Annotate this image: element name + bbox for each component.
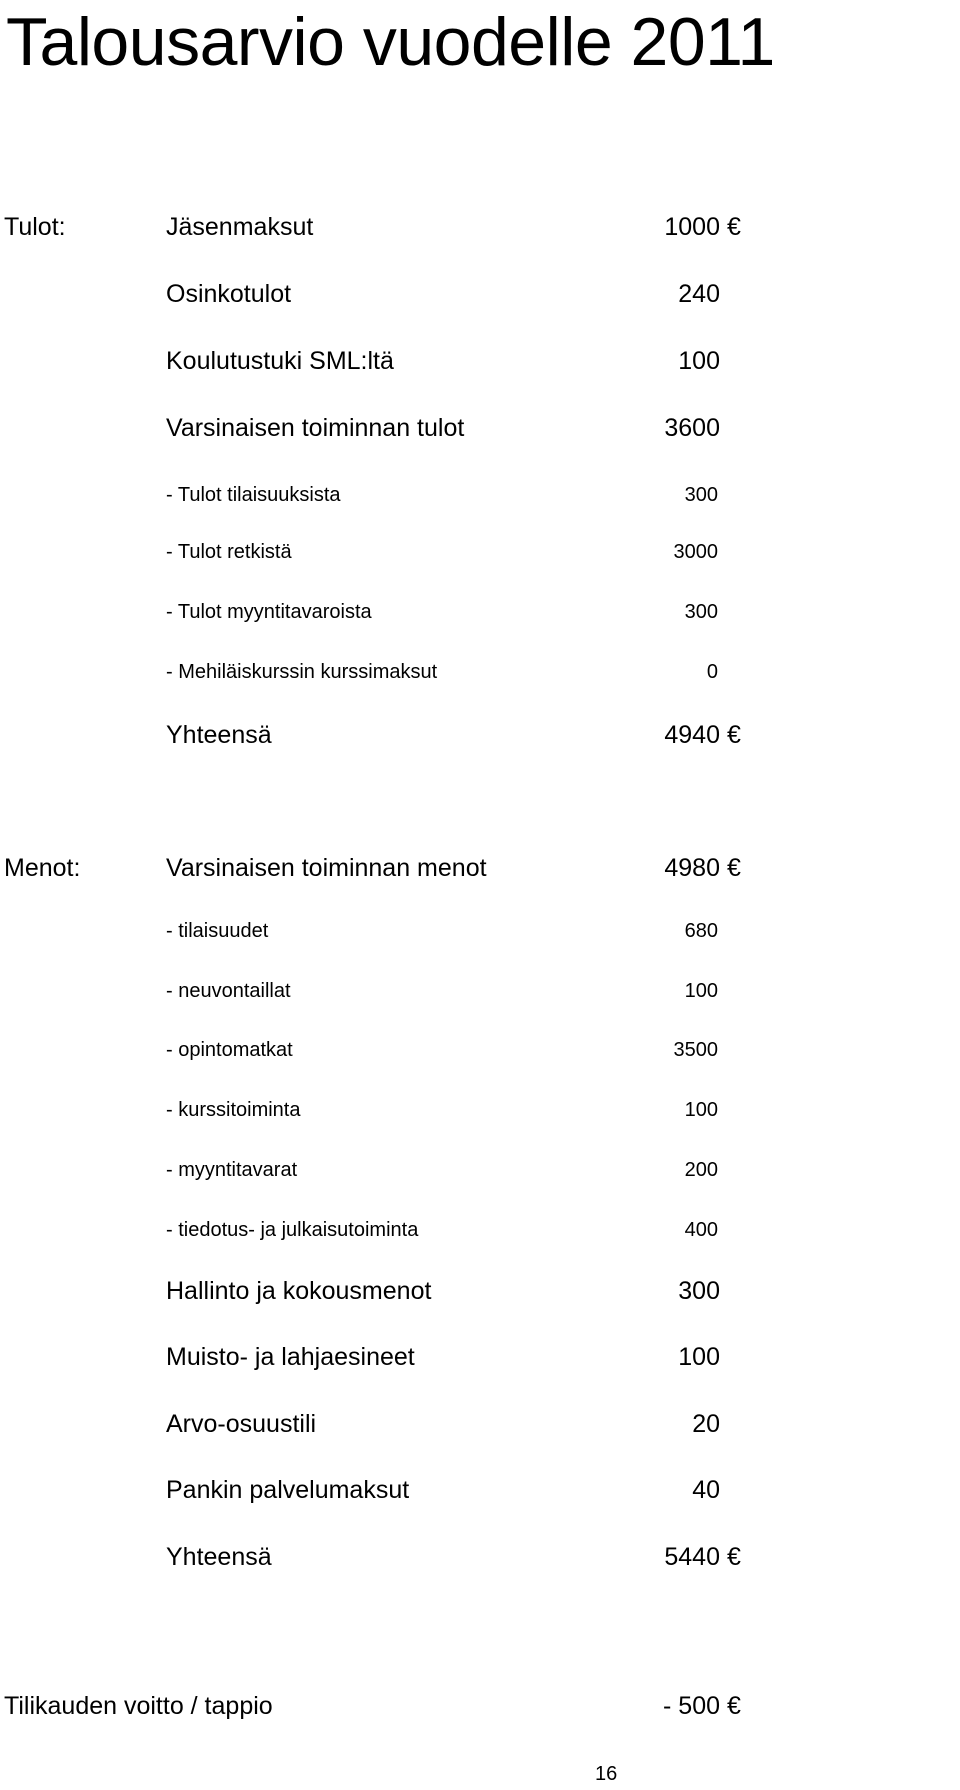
expense-item-value: 3500 <box>673 1039 718 1061</box>
expense-item-label: - opintomatkat <box>166 1039 293 1061</box>
result-label: Tilikauden voitto / tappio <box>4 1692 273 1720</box>
page-title: Talousarvio vuodelle 2011 <box>6 4 775 80</box>
expense-item-label: - kurssitoiminta <box>166 1099 301 1121</box>
income-item-label: - Tulot myyntitavaroista <box>166 601 372 623</box>
income-item-label: - Tulot retkistä <box>166 541 292 563</box>
income-item-value: 300 <box>684 601 718 623</box>
income-item-label: Varsinaisen toiminnan tulot <box>166 414 465 442</box>
income-item-label: Koulutustuki SML:ltä <box>166 347 394 375</box>
expense-item-label: Pankin palvelumaksut <box>166 1476 410 1504</box>
income-item-label: - Tulot tilaisuuksista <box>166 484 341 506</box>
expense-item-value: 100 <box>684 980 718 1002</box>
expense-section-label: Menot: <box>4 854 81 882</box>
expense-item-label: Yhteensä <box>166 1543 272 1571</box>
expense-item-value: 200 <box>684 1159 718 1181</box>
income-section-label: Tulot: <box>4 213 66 241</box>
expense-item-label: Muisto- ja lahjaesineet <box>166 1343 415 1371</box>
expense-item-label: Varsinaisen toiminnan menot <box>166 854 487 882</box>
income-item-label: Yhteensä <box>166 721 272 749</box>
income-item-value: 0 <box>706 661 718 683</box>
expense-item-value: 40 <box>692 1476 720 1504</box>
expense-euro-sign: € <box>727 854 741 882</box>
income-item-value: 240 <box>678 280 720 308</box>
expense-euro-sign: € <box>727 1543 741 1571</box>
page-number: 16 <box>595 1763 618 1785</box>
expense-item-label: - neuvontaillat <box>166 980 291 1002</box>
income-item-label: Jäsenmaksut <box>166 213 314 241</box>
expense-item-value: 4980 <box>664 854 720 882</box>
expense-item-label: - tilaisuudet <box>166 920 269 942</box>
expense-item-value: 100 <box>684 1099 718 1121</box>
income-item-value: 100 <box>678 347 720 375</box>
income-item-value: 1000 <box>664 213 720 241</box>
income-item-value: 4940 <box>664 721 720 749</box>
income-item-label: - Mehiläiskurssin kurssimaksut <box>166 661 438 683</box>
expense-item-label: Hallinto ja kokousmenot <box>166 1277 432 1305</box>
expense-item-value: 680 <box>684 920 718 942</box>
expense-item-value: 100 <box>678 1343 720 1371</box>
expense-item-label: - myyntitavarat <box>166 1159 298 1181</box>
income-item-label: Osinkotulot <box>166 280 292 308</box>
expense-item-value: 5440 <box>664 1543 720 1571</box>
expense-item-value: 300 <box>678 1277 720 1305</box>
result-euro-sign: € <box>727 1692 741 1720</box>
income-euro-sign: € <box>727 721 741 749</box>
expense-item-value: 400 <box>684 1219 718 1241</box>
expense-item-value: 20 <box>692 1410 720 1438</box>
income-item-value: 3600 <box>664 414 720 442</box>
income-item-value: 300 <box>684 484 718 506</box>
expense-item-label: Arvo-osuustili <box>166 1410 317 1438</box>
expense-item-label: - tiedotus- ja julkaisutoiminta <box>166 1219 419 1241</box>
result-value: - 500 <box>663 1692 720 1720</box>
income-euro-sign: € <box>727 213 741 241</box>
income-item-value: 3000 <box>673 541 718 563</box>
